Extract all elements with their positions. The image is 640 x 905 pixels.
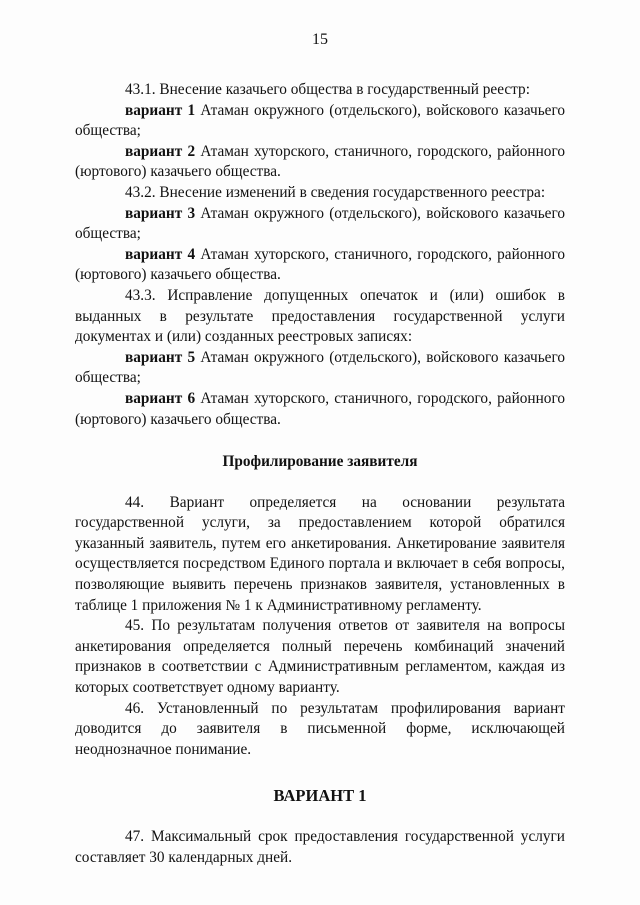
paragraph-44: [75, 493, 565, 617]
section-heading-variant-1: ВАРИАНТ 1: [273, 786, 367, 806]
variant-keyword: вариант 5: [125, 348, 196, 366]
variant-4-item: [75, 245, 565, 286]
paragraph-text: 43.3. Исправление допущенных опечаток и (или) ошибок в выданных в результате предоставления государственной услуги документах и (или) созданных реестровых записях:: [75, 286, 565, 346]
paragraph-text: 47. Максимальный срок предоставления государственной услуги составляет 30 календарных дней.: [75, 828, 565, 866]
variant-5-item: [75, 348, 565, 389]
paragraph-46: [75, 699, 565, 761]
variant-text: Атаман окружного (отдельского), войскового казачьего общества;: [75, 204, 565, 243]
paragraph-text: 45. По результатам получения ответов от заявителя на вопросы анкетирования определяется полный перечень комбинаций значений признаков в соответствии с Административным регламентом, каждая из которых соответствует одному варианту.: [75, 617, 565, 697]
paragraph-text: 43.1. Внесение казачьего общества в государственный реестр:: [125, 81, 530, 98]
variant-text: Атаман хуторского, станичного, городского, районного (юртового) казачьего общества.: [75, 245, 565, 284]
paragraph-text: 43.2. Внесение изменений в сведения государственного реестра:: [125, 183, 546, 201]
variant-keyword: вариант 4: [125, 245, 196, 263]
paragraph-43-1: [75, 80, 565, 101]
page-number: 15: [312, 31, 328, 48]
variant-3-item: [75, 204, 565, 245]
paragraph-text: 46. Установленный по результатам профилирования вариант доводится до заявителя в письменной форме, исключающей неоднозначное понимание.: [75, 699, 565, 758]
paragraph-43-2: [75, 183, 565, 204]
section-heading-profiling: Профилирование заявителя: [222, 453, 418, 471]
variant-keyword: вариант 2: [125, 142, 196, 160]
paragraph-text: 44. Вариант определяется на основании результата государственной услуги, за предоставлением которой обратился указанный заявитель, путем его анкетирования. Анкетирование заявителя осуществляется посредством Единого портала и включает в себя вопросы, позволяющие выявить перечень признаков заявителя, установленных в таблице 1 приложения № 1 к Административному регламенту.: [75, 493, 565, 614]
variant-keyword: вариант 3: [125, 204, 196, 222]
document-body: [75, 80, 565, 868]
variant-1-item: [75, 101, 565, 142]
variant-text: Атаман хуторского, станичного, городского, районного (юртового) казачьего общества.: [75, 142, 565, 181]
variant-2-item: [75, 142, 565, 183]
paragraph-47: [75, 827, 565, 868]
variant-text: Атаман окружного (отдельского), войскового казачьего общества;: [75, 348, 565, 387]
paragraph-43-3: [75, 286, 565, 348]
paragraph-45: [75, 616, 565, 698]
variant-6-item: [75, 389, 565, 430]
variant-text: Атаман окружного (отдельского), войскового казачьего общества;: [75, 101, 565, 140]
variant-keyword: вариант 6: [125, 389, 196, 407]
variant-text: Атаман хуторского, станичного, городского, районного (юртового) казачьего общества.: [75, 389, 565, 428]
variant-keyword: вариант 1: [125, 101, 196, 119]
